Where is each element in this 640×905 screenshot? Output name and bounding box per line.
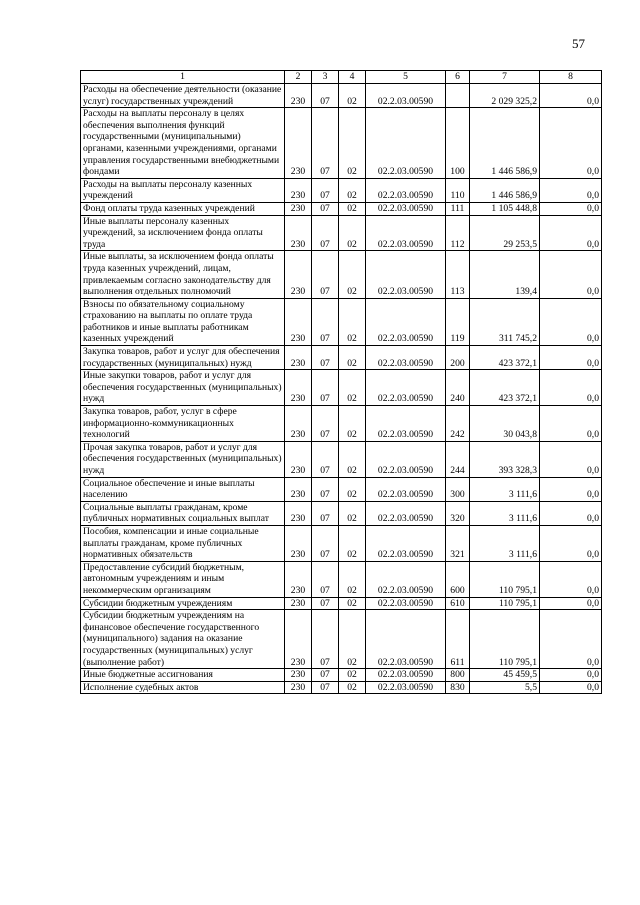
table-row: [81, 597, 602, 610]
row-col6: 111: [446, 202, 470, 215]
row-col4: 02: [339, 215, 366, 251]
row-name: Фонд оплаты труда казенных учреждений: [81, 202, 285, 215]
row-col7: 1 446 586,9: [470, 108, 540, 179]
row-name: Социальное обеспечение и иные выплаты населению: [81, 477, 285, 501]
row-col3: 07: [312, 215, 339, 251]
row-col8: 0,0: [540, 215, 602, 251]
table-row: [81, 477, 602, 501]
row-col4: 02: [339, 178, 366, 202]
row-col3: 07: [312, 681, 339, 694]
row-name: Иные закупки товаров, работ и услуг для обеспечения государственных (муниципальных) нужд: [81, 370, 285, 406]
table-row: [81, 346, 602, 370]
row-col6: 113: [446, 251, 470, 298]
row-col8: 0,0: [540, 84, 602, 108]
table-row: [81, 370, 602, 406]
row-col6: 119: [446, 298, 470, 345]
row-col7: 45 459,5: [470, 669, 540, 682]
row-name: Исполнение судебных актов: [81, 681, 285, 694]
row-col7: 110 795,1: [470, 561, 540, 597]
row-col8: 0,0: [540, 202, 602, 215]
table-row: [81, 525, 602, 561]
row-col2: 230: [285, 108, 312, 179]
row-col7: 5,5: [470, 681, 540, 694]
row-col5: 02.2.03.00590: [366, 669, 446, 682]
row-col7: 1 105 448,8: [470, 202, 540, 215]
row-col5: 02.2.03.00590: [366, 202, 446, 215]
row-col2: 230: [285, 561, 312, 597]
header-cell: 2: [285, 71, 312, 84]
row-col7: 311 745,2: [470, 298, 540, 345]
table-row: [81, 215, 602, 251]
row-col4: 02: [339, 251, 366, 298]
table-row: [81, 84, 602, 108]
row-name: Расходы на выплаты персоналу казенных учреждений: [81, 178, 285, 202]
row-col2: 230: [285, 441, 312, 477]
row-col7: 3 111,6: [470, 501, 540, 525]
row-col6: 800: [446, 669, 470, 682]
row-col3: 07: [312, 477, 339, 501]
row-name: Расходы на обеспечение деятельности (оказание услуг) государственных учреждений: [81, 84, 285, 108]
row-col7: 3 111,6: [470, 525, 540, 561]
row-col3: 07: [312, 202, 339, 215]
row-col5: 02.2.03.00590: [366, 215, 446, 251]
row-name: Пособия, компенсации и иные социальные выплаты гражданам, кроме публичных нормативных обязательств: [81, 525, 285, 561]
row-col3: 07: [312, 406, 339, 442]
row-col2: 230: [285, 298, 312, 345]
row-col7: 30 043,8: [470, 406, 540, 442]
row-col4: 02: [339, 610, 366, 669]
row-col3: 07: [312, 597, 339, 610]
row-col7: 393 328,3: [470, 441, 540, 477]
row-col5: 02.2.03.00590: [366, 298, 446, 345]
row-col4: 02: [339, 501, 366, 525]
row-col4: 02: [339, 370, 366, 406]
row-col3: 07: [312, 561, 339, 597]
row-col3: 07: [312, 525, 339, 561]
header-cell: 1: [81, 71, 285, 84]
row-col8: 0,0: [540, 597, 602, 610]
row-col2: 230: [285, 669, 312, 682]
row-col2: 230: [285, 346, 312, 370]
table-row: [81, 561, 602, 597]
row-col7: 110 795,1: [470, 610, 540, 669]
row-col6: 830: [446, 681, 470, 694]
budget-table: [80, 70, 602, 694]
table-row: [81, 251, 602, 298]
row-col6: 200: [446, 346, 470, 370]
row-col5: 02.2.03.00590: [366, 251, 446, 298]
row-col5: 02.2.03.00590: [366, 681, 446, 694]
row-col6: 321: [446, 525, 470, 561]
row-col8: 0,0: [540, 501, 602, 525]
row-col8: 0,0: [540, 370, 602, 406]
row-col8: 0,0: [540, 178, 602, 202]
row-col2: 230: [285, 477, 312, 501]
row-col8: 0,0: [540, 298, 602, 345]
row-name: Субсидии бюджетным учреждениям на финансовое обеспечение государственного (муниципального) задания на оказание государственных (муниципальных) услуг (выполнение работ): [81, 610, 285, 669]
table-row: [81, 406, 602, 442]
row-col2: 230: [285, 370, 312, 406]
row-col2: 230: [285, 597, 312, 610]
row-col4: 02: [339, 108, 366, 179]
row-col4: 02: [339, 669, 366, 682]
row-col4: 02: [339, 525, 366, 561]
row-col3: 07: [312, 610, 339, 669]
row-col2: 230: [285, 251, 312, 298]
row-col6: 100: [446, 108, 470, 179]
row-col2: 230: [285, 525, 312, 561]
row-col5: 02.2.03.00590: [366, 597, 446, 610]
row-col5: 02.2.03.00590: [366, 346, 446, 370]
row-col5: 02.2.03.00590: [366, 477, 446, 501]
row-col4: 02: [339, 477, 366, 501]
row-col7: 1 446 586,9: [470, 178, 540, 202]
row-col6: 240: [446, 370, 470, 406]
row-col7: 423 372,1: [470, 346, 540, 370]
row-col3: 07: [312, 669, 339, 682]
row-col4: 02: [339, 346, 366, 370]
row-col5: 02.2.03.00590: [366, 84, 446, 108]
page-number: 57: [572, 36, 585, 51]
row-col2: 230: [285, 406, 312, 442]
row-col2: 230: [285, 178, 312, 202]
row-col6: 244: [446, 441, 470, 477]
row-name: Закупка товаров, работ, услуг в сфере информационно-коммуникационных технологий: [81, 406, 285, 442]
header-cell: 6: [446, 71, 470, 84]
row-col7: 423 372,1: [470, 370, 540, 406]
row-col7: 3 111,6: [470, 477, 540, 501]
row-col6: 112: [446, 215, 470, 251]
row-name: Предоставление субсидий бюджетным, автономным учреждениям и иным некоммерческим организациям: [81, 561, 285, 597]
table-row: [81, 298, 602, 345]
row-col5: 02.2.03.00590: [366, 441, 446, 477]
row-name: Иные выплаты персоналу казенных учреждений, за исключением фонда оплаты труда: [81, 215, 285, 251]
row-col8: 0,0: [540, 406, 602, 442]
row-col8: 0,0: [540, 108, 602, 179]
row-col8: 0,0: [540, 346, 602, 370]
row-col3: 07: [312, 108, 339, 179]
row-name: Субсидии бюджетным учреждениям: [81, 597, 285, 610]
row-col5: 02.2.03.00590: [366, 178, 446, 202]
row-col4: 02: [339, 406, 366, 442]
row-col5: 02.2.03.00590: [366, 525, 446, 561]
row-col3: 07: [312, 84, 339, 108]
row-col5: 02.2.03.00590: [366, 370, 446, 406]
header-cell: 3: [312, 71, 339, 84]
row-col7: 139,4: [470, 251, 540, 298]
row-col3: 07: [312, 298, 339, 345]
row-col5: 02.2.03.00590: [366, 406, 446, 442]
row-col8: 0,0: [540, 251, 602, 298]
table-row: [81, 441, 602, 477]
row-col8: 0,0: [540, 561, 602, 597]
row-col8: 0,0: [540, 441, 602, 477]
row-col4: 02: [339, 441, 366, 477]
row-col6: 110: [446, 178, 470, 202]
header-cell: 4: [339, 71, 366, 84]
header-cell: 8: [540, 71, 602, 84]
row-col6: 610: [446, 597, 470, 610]
row-col2: 230: [285, 84, 312, 108]
table-row: [81, 108, 602, 179]
row-col2: 230: [285, 681, 312, 694]
row-col3: 07: [312, 501, 339, 525]
row-col3: 07: [312, 346, 339, 370]
row-col4: 02: [339, 597, 366, 610]
table-row: [81, 501, 602, 525]
header-row: [81, 71, 602, 84]
row-col3: 07: [312, 251, 339, 298]
row-col6: 300: [446, 477, 470, 501]
row-name: Закупка товаров, работ и услуг для обеспечения государственных (муниципальных) нужд: [81, 346, 285, 370]
row-col7: 110 795,1: [470, 597, 540, 610]
row-col3: 07: [312, 370, 339, 406]
row-name: Социальные выплаты гражданам, кроме публичных нормативных социальных выплат: [81, 501, 285, 525]
row-col2: 230: [285, 215, 312, 251]
row-col7: 2 029 325,2: [470, 84, 540, 108]
row-col7: 29 253,5: [470, 215, 540, 251]
row-col5: 02.2.03.00590: [366, 108, 446, 179]
row-col8: 0,0: [540, 669, 602, 682]
table-row: [81, 669, 602, 682]
row-col6: 320: [446, 501, 470, 525]
row-col2: 230: [285, 501, 312, 525]
row-col5: 02.2.03.00590: [366, 501, 446, 525]
row-col5: 02.2.03.00590: [366, 561, 446, 597]
row-name: Иные выплаты, за исключением фонда оплаты труда казенных учреждений, лицам, привлекаемым согласно законодательству для выполнения отдельных полномочий: [81, 251, 285, 298]
row-col6: 600: [446, 561, 470, 597]
row-col4: 02: [339, 681, 366, 694]
row-col3: 07: [312, 178, 339, 202]
row-col6: [446, 84, 470, 108]
row-col5: 02.2.03.00590: [366, 610, 446, 669]
row-col3: 07: [312, 441, 339, 477]
header-cell: 7: [470, 71, 540, 84]
row-col6: 611: [446, 610, 470, 669]
row-col8: 0,0: [540, 525, 602, 561]
row-name: Расходы на выплаты персоналу в целях обеспечения выполнения функций государственными (муниципальными) органами, казенными учреждениями, органами управления государственными внебюджетными фондами: [81, 108, 285, 179]
row-col6: 242: [446, 406, 470, 442]
row-name: Прочая закупка товаров, работ и услуг для обеспечения государственных (муниципальных) нужд: [81, 441, 285, 477]
row-col2: 230: [285, 610, 312, 669]
row-name: Иные бюджетные ассигнования: [81, 669, 285, 682]
table-row: [81, 202, 602, 215]
row-col2: 230: [285, 202, 312, 215]
row-col8: 0,0: [540, 681, 602, 694]
header-cell: 5: [366, 71, 446, 84]
row-col8: 0,0: [540, 610, 602, 669]
row-col8: 0,0: [540, 477, 602, 501]
table-row: [81, 681, 602, 694]
row-name: Взносы по обязательному социальному страхованию на выплаты по оплате труда работников и иные выплаты работникам казенных учреждений: [81, 298, 285, 345]
table-row: [81, 610, 602, 669]
row-col4: 02: [339, 298, 366, 345]
row-col4: 02: [339, 84, 366, 108]
row-col4: 02: [339, 202, 366, 215]
table-row: [81, 178, 602, 202]
row-col4: 02: [339, 561, 366, 597]
